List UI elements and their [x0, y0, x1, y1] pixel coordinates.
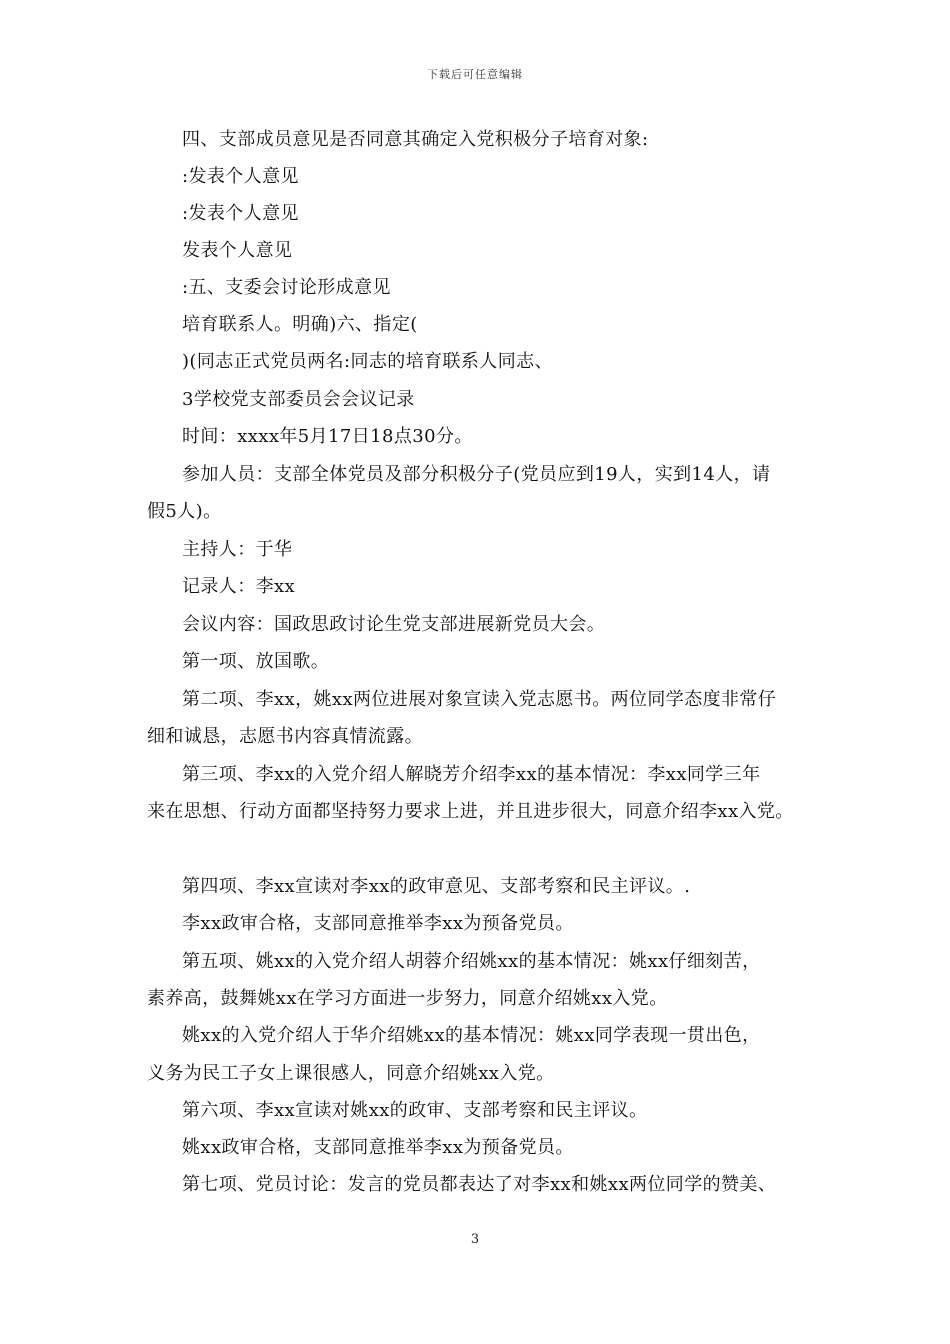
- meeting-time: 时间：xxxx年5月17日18点30分。: [182, 426, 473, 447]
- host-line: 主持人：于华: [182, 539, 293, 560]
- agenda-item: 姚xx政审合格，支部同意推举李xx为预备党员。: [182, 1137, 574, 1158]
- text-line: )(同志正式党员两名:同志的培育联系人同志、: [182, 351, 553, 372]
- agenda-item: 第五项、姚xx的入党介绍人胡蓉介绍姚xx的基本情况：姚xx仔细刻苦，: [182, 951, 761, 972]
- recorder-line: 记录人：李xx: [182, 576, 296, 597]
- section-heading: 3学校党支部委员会会议记录: [182, 389, 415, 410]
- text-line: 发表个人意见: [182, 240, 293, 261]
- text-line: :发表个人意见: [182, 166, 299, 187]
- agenda-item: 第二项、李xx，姚xx两位进展对象宣读入党志愿书。两位同学态度非常仔: [182, 689, 777, 710]
- agenda-item-cont: 义务为民工子女上课很感人，同意介绍姚xx入党。: [147, 1063, 555, 1084]
- attendees-line-cont: 假5人)。: [147, 501, 222, 522]
- agenda-item-cont: 来在思想、行动方面都坚持努力要求上进，并且进步很大，同意介绍李xx入党。: [147, 801, 794, 822]
- meeting-content-line: 会议内容：国政思政讨论生党支部进展新党员大会。: [182, 614, 606, 635]
- agenda-item: 第四项、李xx宣读对李xx的政审意见、支部考察和民主评议。.: [182, 876, 691, 897]
- agenda-item: 第三项、李xx的入党介绍人解晓芳介绍李xx的基本情况：李xx同学三年: [182, 764, 761, 785]
- agenda-item-cont: 素养高，鼓舞姚xx在学习方面进一步努力，同意介绍姚xx入党。: [147, 988, 668, 1009]
- agenda-item-cont: 细和诚恳，志愿书内容真情流露。: [147, 726, 423, 747]
- agenda-item: 第一项、放国歌。: [182, 651, 330, 672]
- text-line: 四、支部成员意见是否同意其确定入党积极分子培育对象:: [182, 129, 649, 150]
- agenda-item: 第七项、党员讨论：发言的党员都表达了对李xx和姚xx两位同学的赞美、: [182, 1174, 777, 1195]
- page-header: 下载后可任意编辑: [427, 68, 523, 81]
- agenda-item: 李xx政审合格，支部同意推举李xx为预备党员。: [182, 913, 574, 934]
- agenda-item: 姚xx的入党介绍人于华介绍姚xx的基本情况：姚xx同学表现一贯出色，: [182, 1025, 761, 1046]
- text-line: 培育联系人。明确)六、指定(: [182, 314, 418, 335]
- page-number: 3: [470, 1232, 480, 1247]
- agenda-item: 第六项、李xx宣读对姚xx的政审、支部考察和民主评议。: [182, 1100, 648, 1121]
- text-line: :发表个人意见: [182, 203, 299, 224]
- text-line: :五、支委会讨论形成意见: [182, 277, 391, 298]
- attendees-line: 参加人员：支部全体党员及部分积极分子(党员应到19人，实到14人，请: [182, 464, 771, 485]
